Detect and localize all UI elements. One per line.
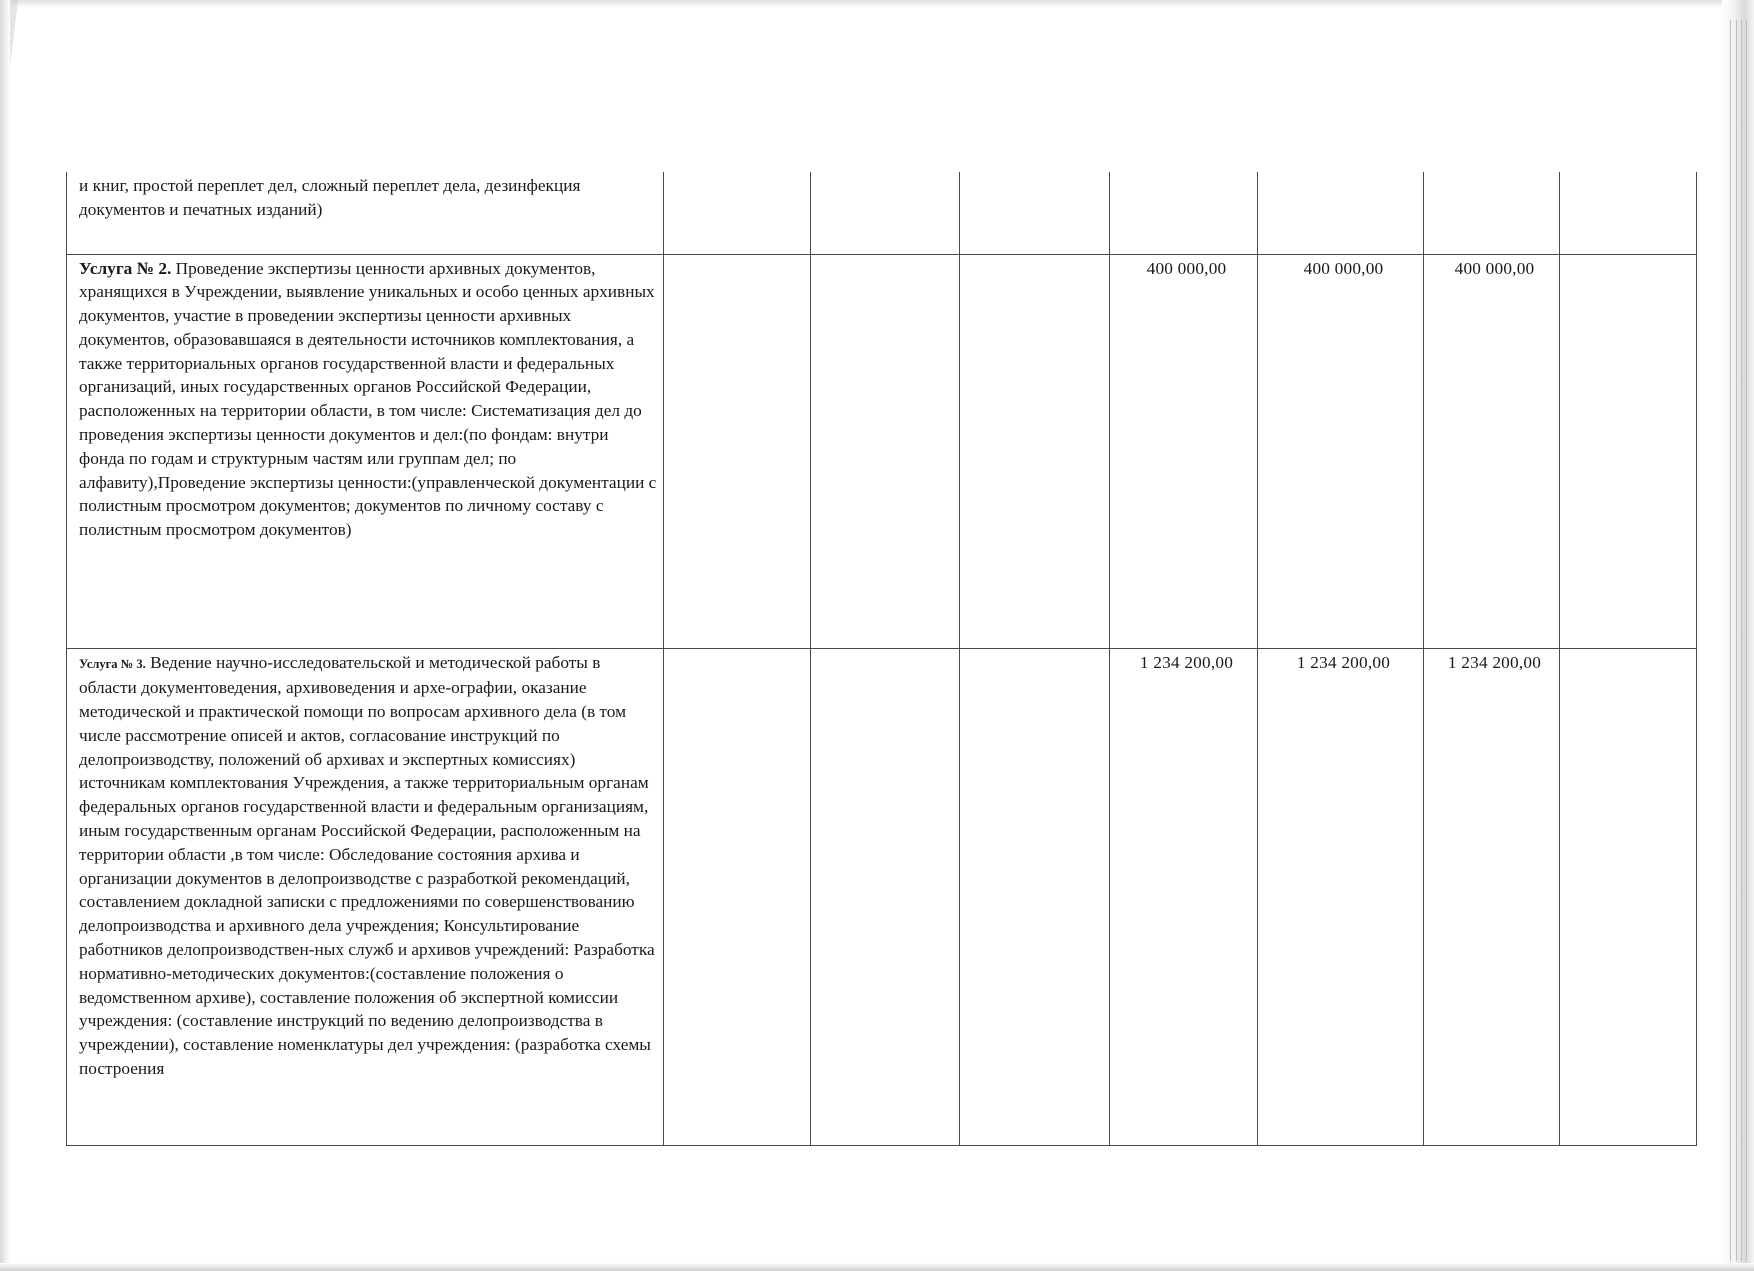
value-cell xyxy=(811,648,960,1145)
value-cell xyxy=(1560,648,1697,1145)
table-row xyxy=(67,648,1697,1145)
service-text: Проведение экспертизы ценности архивных документов, хранящихся в Учреждении, выявление уникальных и особо ценных архивных документов, участие в проведении экспертизы ценности архивных документов, образовавшаяся в деятельности источников комплектования, а также территориальных органов государственной власти и федеральных организаций, иных государственных органов Российской Федерации, расположенных на территории области, в том числе: Систематизация дел до проведения экспертизы ценности документов и дел:(по фондам: внутри фонда по годам и структурным частям или группам дел; по алфавиту),Проведение экспертизы ценности:(управленческой документации с полистным просмотром документов; документов по личному составу с полистным просмотром документов) xyxy=(79,258,657,540)
value-cell: 400 000,00 xyxy=(1110,254,1258,648)
value-cell xyxy=(1424,172,1560,254)
service-description: и книг, простой переплет дел, сложный переплет дела, дезинфекция документов и печатных изданий) xyxy=(67,172,664,254)
value-cell: 1 234 200,00 xyxy=(1424,648,1560,1145)
scan-edge-bottom xyxy=(0,1263,1754,1271)
value-cell xyxy=(960,172,1110,254)
service-text: Ведение научно-исследовательской и методической работы в области документоведения, архивоведения и архе-ографии, оказание методической и практической помощи по вопросам архивного дела (в том числе рассмотрение описей и актов, согласование инструкций по делопроизводству, положений об архивах и экспертных комиссиях) источникам комплектования Учреждения, а также территориальным органам федеральных органов государственной власти и федеральным организациям, иным государственным органам Российской Федерации, расположенным на территории области ,в том числе: Обследование состояния архива и организации документов в делопроизводстве с разработкой рекомендаций, составлением докладной записки с предложениями по совершенствованию делопроизводства и архивного дела учреждения; Консультирование работников делопроизводствен-ных служб и архивов учреждений: Разработка нормативно-методических документов:(составление положения о ведомственном архиве), составление положения об экспертной комиссии учреждения: (составление инструкций по ведению делопроизводства в учреждении), составление номенклатуры дел учреждения: (разработка схемы построения xyxy=(79,652,655,1079)
scan-edge-top xyxy=(0,0,1754,8)
value-cell: 400 000,00 xyxy=(1424,254,1560,648)
value-cell xyxy=(664,172,811,254)
service-label: Услуга № 2. xyxy=(79,258,172,278)
service-description xyxy=(67,254,664,648)
value-cell: 1 234 200,00 xyxy=(1110,648,1258,1145)
scan-edge-left xyxy=(0,0,10,1271)
value-cell: 1 234 200,00 xyxy=(1258,648,1424,1145)
value-cell xyxy=(960,254,1110,648)
value-cell xyxy=(1560,172,1697,254)
value-cell xyxy=(811,254,960,648)
value-cell xyxy=(1110,172,1258,254)
table-row xyxy=(67,172,1697,254)
value-cell xyxy=(811,172,960,254)
value-cell xyxy=(664,648,811,1145)
value-cell xyxy=(664,254,811,648)
value-cell xyxy=(960,648,1110,1145)
value-cell xyxy=(1560,254,1697,648)
value-cell xyxy=(1258,172,1424,254)
value-cell: 400 000,00 xyxy=(1258,254,1424,648)
service-description xyxy=(67,648,664,1145)
table-row xyxy=(67,254,1697,648)
scan-edge-right xyxy=(1722,0,1754,1271)
services-table xyxy=(66,172,1697,1146)
service-label: Услуга № 3. xyxy=(79,656,146,671)
